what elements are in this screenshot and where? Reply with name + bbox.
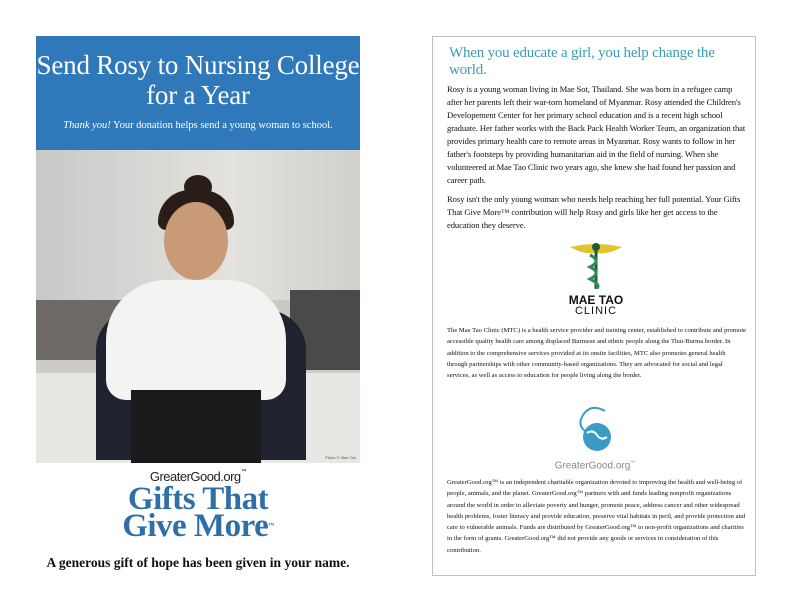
story-paragraph: Rosy isn't the only young woman who needs help reaching her full potential. Your Gifts That Give More™ contribution will help Rosy and girls like her get access to the education they deserve. — [447, 194, 741, 230]
mae-tao-clinic-logo — [561, 241, 631, 317]
photo-credit: Photo © Mae Tao — [325, 455, 356, 460]
back-heading: When you educate a girl, you help change the world. — [449, 45, 715, 78]
rosy-photo — [36, 150, 360, 463]
gifts-that-give-more-logo: GreaterGood.org™ Gifts That Give More™ — [122, 469, 274, 544]
thank-you-text: Thank you! — [63, 120, 111, 131]
logo-org-text: GreaterGood.org — [149, 469, 241, 484]
story-paragraph: Rosy is a young woman living in Mae Sot, Thailand. She was born in a refugee camp after her parents left their war-torn homeland of Myanmar. Rosy attended the Children's Developement Center for her primary school education and is a recent high school graduate. Her father works with the Back Pack Health Worker Team, an organization that provides primary health care to remote areas in Myanmar. Rosy wants to follow in her father's footsteps by providing humanitarian aid in the field of nursing. When she volunteered at Mae Tao Clinic two years ago, she knew she had found her passion and career path. — [447, 84, 746, 185]
card-front — [36, 36, 360, 584]
greatergood-description: GreaterGood.org™ is an independent charitable organization devoted to improving the health and well-being of people, animals, and the planet. GreaterGood.org™ partners with and funds leading nonprofit organizations around the world in order to alleviate poverty and hunger, promote peace, address cancer and other widespread health problems, foster literacy and provide education, preserve vital habitats in peril, and provide protection and care to vulnerable animals. Funds are distributed by GreaterGood.org™ to non-profit organizations and charities in the form of grants. GreaterGood.org™ did not provide any goods or services in consideration of this contribution. — [447, 479, 746, 554]
logo-brand-line1: Gifts That — [127, 481, 269, 517]
caduceus-icon — [568, 241, 624, 289]
gg-logo-text: GreaterGood.org — [554, 460, 631, 472]
greatergood-logo: GreaterGood.org™ — [543, 405, 647, 471]
tagline: A generous gift of hope has been given in your name. — [46, 555, 350, 570]
card-subtitle — [36, 120, 360, 131]
card-title: Send Rosy to Nursing College for a Year — [36, 50, 360, 110]
title-banner — [36, 36, 360, 150]
rosy-story — [447, 83, 747, 232]
clinic-logo-line1: MAE TAO — [568, 293, 624, 307]
globe-g-icon — [571, 405, 619, 455]
clinic-logo-line2: CLINIC — [574, 305, 618, 317]
clinic-description: The Mae Tao Clinic (MTC) is a health service provider and training center, established to contribute and promote accessible quality health care among displaced Burmese and ethnic people along the Thai-Burma border. In addition to the comprehensive services provided at its onsite facilities, MTC also promotes general health through partnerships with other community-based organizations. They are advocated for social and legal services, as well as access to education for people living along the border. — [447, 327, 747, 380]
subtitle-text: Your donation helps send a young woman to school. — [113, 120, 333, 131]
logo-brand-line2: Give More — [122, 508, 269, 544]
card-back — [432, 36, 756, 576]
